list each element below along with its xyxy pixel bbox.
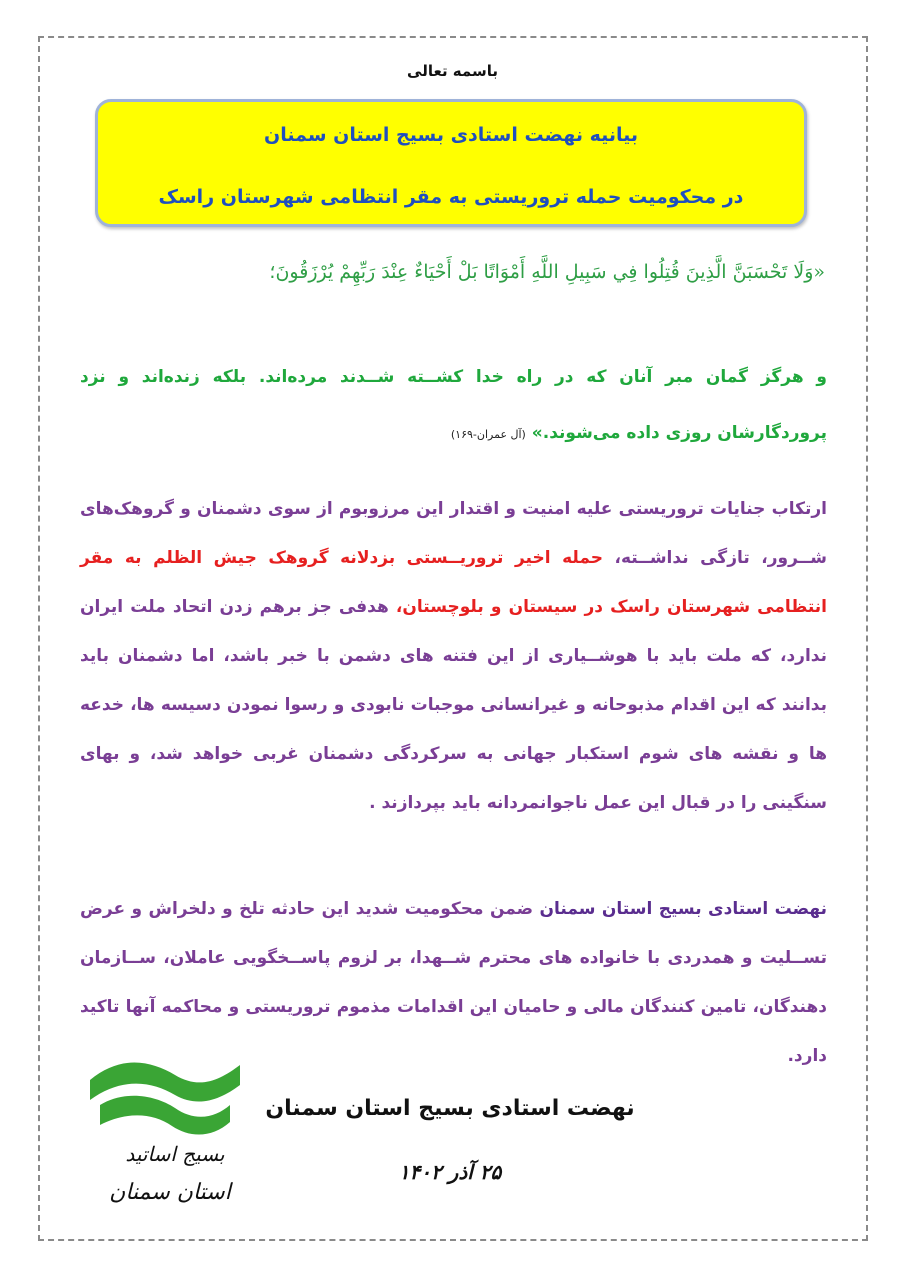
title-line-1: بیانیه نهضت استادی بسیج استان سمنان xyxy=(263,124,639,146)
paragraph-2-organization: نهضت استادی بسیج استان سمنان xyxy=(539,899,827,919)
logo-ribbon-icon xyxy=(80,1050,250,1150)
signature-organization: نهضت استادی بسیج استان سمنان xyxy=(265,1096,635,1121)
paragraph-2-text: ضمن محکومیت شدید این حادثه تلخ و دلخراش و عرض تســلیت و همدردی با خانواده های محترم شــهدا، بر لزوم پاســخگویی عاملان، ســازمان دهندگان، تامین کنندگان مالی و حامیان این اقدامات مذموم تروریستی و محاکمه آنها تاکید دارد. xyxy=(80,899,827,1066)
quran-verse: «وَلَا تَحْسَبَنَّ الَّذِينَ قُتِلُوا فِي سَبِيلِ اللَّهِ أَمْوَاتًا بَلْ أَحْيَاءٌ عِنْدَ رَبِّهِمْ يُرْزَقُونَ؛ xyxy=(269,261,825,283)
translation-text: و هرگز گمان مبر آنان که در راه خدا کشــته شــدند مرده‌اند. بلکه زنده‌اند و نزد پروردگارشان روزی داده می‌شوند.» xyxy=(80,367,827,443)
paragraph-1-highlight: حمله اخیر تروریــستی بزدلانه گروهک جیش الظلم به مقر انتظامی شهرستان راسک در سیستان و بلوچستان، xyxy=(80,548,827,617)
title-line-2: در محکومیت حمله تروریستی به مقر انتظامی شهرستان راسک xyxy=(158,186,744,208)
logo-text-line-1: بسیج اساتید xyxy=(125,1142,225,1166)
paragraph-1-intro: ارتکاب جنایات تروریستی علیه امنیت و اقتدار این مرزوبوم از سوی دشمنان و گروهک‌های شــرور، تازگی نداشــته، xyxy=(80,499,827,568)
signature-date: ۲۵ آذر ۱۴۰۲ xyxy=(398,1160,502,1184)
verse-translation xyxy=(80,349,827,463)
logo xyxy=(80,1050,250,1230)
paragraph-1-rest: هدفی جز برهم زدن اتحاد ملت ایران ندارد، که ملت باید با هوشــیاری از این فتنه های دشمن با خبر باشد، اما دشمنان باید بدانند که این اقدام مذبوحانه و غیرانسانی موجبات نابودی و رسوا نمودن دسیسه ها، خدعه ها و نقشه های شوم استکبار جهانی به سرکردگی دشمنان غربی خواهد شد، و بهای سنگینی را در قبال این عمل ناجوانمردانه باید بپردازند . xyxy=(80,597,827,813)
basmala-heading: باسمه تعالی xyxy=(407,62,498,80)
statement-paragraph-1 xyxy=(80,485,827,828)
title-box xyxy=(95,99,807,227)
verse-reference: (آل عمران-۱۶۹) xyxy=(450,428,526,441)
logo-text-line-2: استان سمنان xyxy=(109,1180,231,1205)
